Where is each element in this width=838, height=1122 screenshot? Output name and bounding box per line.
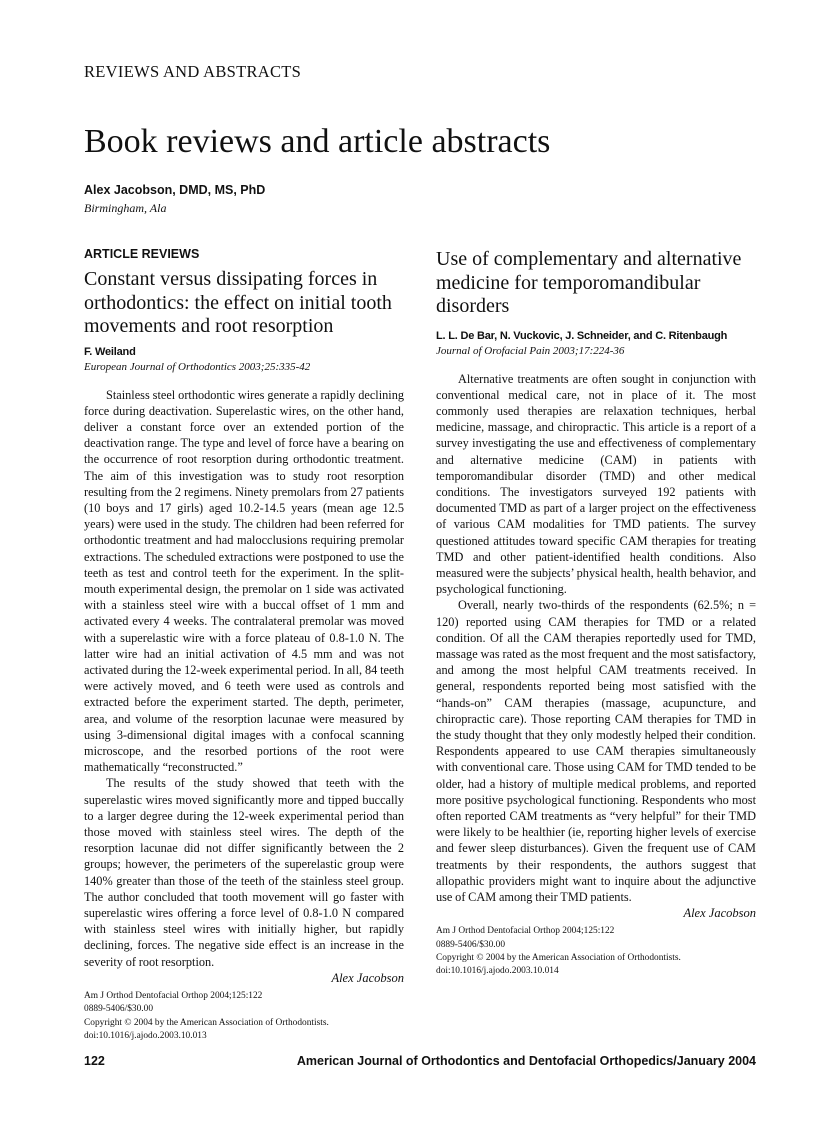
article-title: Use of complementary and alternative medicine for temporomandibular disorders — [436, 248, 742, 317]
citation: Am J Orthod Dentofacial Orthop 2004;125:122 — [84, 990, 263, 1001]
article-title: Constant versus dissipating forces in orthodontics: the effect on initial tooth movements and root resorption — [84, 268, 392, 337]
issn-price: 0889-5406/$30.00 — [436, 939, 506, 950]
article-authors: F. Weiland — [84, 345, 136, 358]
paragraph: Alternative treatments are often sought in conjunction with conventional medical care, not in place of it. The most commonly used therapies are relaxation techniques, herbal medicine, massage, and chiropractic. This article is a report of a survey investigating the use and effectiveness of complementary and alternative medicine (CAM) in patients with temporomandibular disorder (TMD) and other medical conditions. The investigators surveyed 192 patients with documented TMD as part of a larger project on the effectiveness of various CAM modalities for TMD patients. The survey questioned attitudes toward specific CAM therapies for treating TMD and other patient-identified health conditions. Also measured were the subjects’ physical health, health behavior, and psychological functioning. — [436, 371, 756, 597]
copyright: Copyright © 2004 by the American Association of Orthodontists. — [84, 1017, 329, 1028]
citation: Am J Orthod Dentofacial Orthop 2004;125:122 — [436, 926, 615, 937]
article-columns — [84, 246, 756, 1043]
journal-running-footer: American Journal of Orthodontics and Dentofacial Orthopedics/January 2004 — [296, 1054, 756, 1069]
left-column — [84, 246, 404, 1043]
doi: doi:10.1016/j.ajodo.2003.10.014 — [436, 966, 559, 977]
reviewer-signature: Alex Jacobson — [683, 906, 756, 921]
article-body — [84, 387, 404, 970]
article-body — [436, 371, 756, 906]
issn-price: 0889-5406/$30.00 — [84, 1004, 154, 1015]
article-authors: L. L. De Bar, N. Vuckovic, J. Schneider, and C. Ritenbaugh — [436, 329, 728, 342]
article-journal: Journal of Orofacial Pain 2003;17:224-36 — [436, 344, 625, 357]
copyright: Copyright © 2004 by the American Association of Orthodontists. — [436, 953, 681, 964]
citation-info — [84, 990, 404, 1044]
reviewer-signature: Alex Jacobson — [331, 970, 404, 985]
paragraph: Overall, nearly two-thirds of the respondents (62.5%; n = 120) reported using CAM therapies for TMD or a related condition. Of all the CAM therapies reportedly used for TMD, massage was rated as the most frequent and the most satisfactory, and among the most helpful CAM treatments received. In general, respondents reported being most satisfied with the “hands-on” CAM therapies (massage, acupuncture, and chiropractic care). Those reporting CAM therapies for TMD in the study thought that they only modestly helped their condition. Respondents appeared to use CAM therapies simultaneously with conventional care. Those using CAM for TMD tended to be older, had a history of multiple medical problems, and reported more positive psychological functioning. Respondents who most often reported CAM treatments as “very helpful” for their TMD were likely to be healthier (ie, reporting higher levels of exercise and fewer sleep disturbances). Given the frequent use of CAM treatments by their respondents, the authors suggest that allopathic providers might want to inquire about the adjunctive use of CAM among their TMD patients. — [436, 598, 756, 904]
page-footer — [84, 1053, 756, 1069]
article-journal: European Journal of Orthodontics 2003;25:335-42 — [84, 360, 311, 373]
page-title: Book reviews and article abstracts — [84, 123, 551, 160]
right-column — [436, 248, 756, 979]
doi: doi:10.1016/j.ajodo.2003.10.013 — [84, 1031, 207, 1042]
paragraph: The results of the study showed that teeth with the superelastic wires moved significantly more and tipped buccally to a larger degree during the 12-week experimental period than those moved with stainless steel wires. The depth of the resorption lacunae did not differ significantly between the 2 groups; however, the perimeters of the superelastic group were 140% greater than those of the teeth of the stainless steel group. The author concluded that tooth movement will go faster with superelastic wires offering a force level of 0.8-1.0 N compared with stainless steel wires with initially higher, but rapidly declining, forces. The negative side effect is an increase in the severity of root resorption. — [84, 776, 404, 969]
paragraph: Stainless steel orthodontic wires generate a rapidly declining force during deactivation. Superelastic wires, on the other hand, deliver a constant force over an extended portion of the deactivation range. The type and level of force have a bearing on the occurrence of root resorption during orthodontic treatment. The aim of this investigation was to study root resorption resulting from the 2 regimens. Ninety premolars from 27 patients (10 boys and 17 girls) aged 10.2-14.5 years (mean age 12.5 years) were used in the study. The children had been referred for orthodontic treatment and had malocclusions requiring premolar extractions. The scheduled extractions were postponed to use the teeth as test and control teeth for the experiment. In the split-mouth experimental design, the premolar on 1 side was activated with a stainless steel wire with a buccal offset of 1 mm and activated every 4 weeks. The contralateral premolar was moved with a superelastic wire with a force plateau of 0.8-1.0 N. The latter wire had an initial activation of 4.5 mm and was not activated during the 12-week experimental period. In all, 84 teeth were actively moved, and 6 teeth were used as controls and extracted before the experiment started. The depth, perimeter, area, and volume of the resorption lacunae were measured by using 3-dimensional digital images with a confocal scanning microscope, and the resorbed portions of the root were mathematically “reconstructed.” — [84, 387, 404, 775]
article-reviews-heading: ARTICLE REVIEWS — [84, 247, 200, 261]
citation-info — [436, 925, 756, 979]
editor-name: Alex Jacobson, DMD, MS, PhD — [84, 183, 266, 197]
editor-affiliation: Birmingham, Ala — [84, 201, 167, 215]
page-number: 122 — [84, 1054, 105, 1069]
section-header: REVIEWS AND ABSTRACTS — [84, 62, 302, 81]
